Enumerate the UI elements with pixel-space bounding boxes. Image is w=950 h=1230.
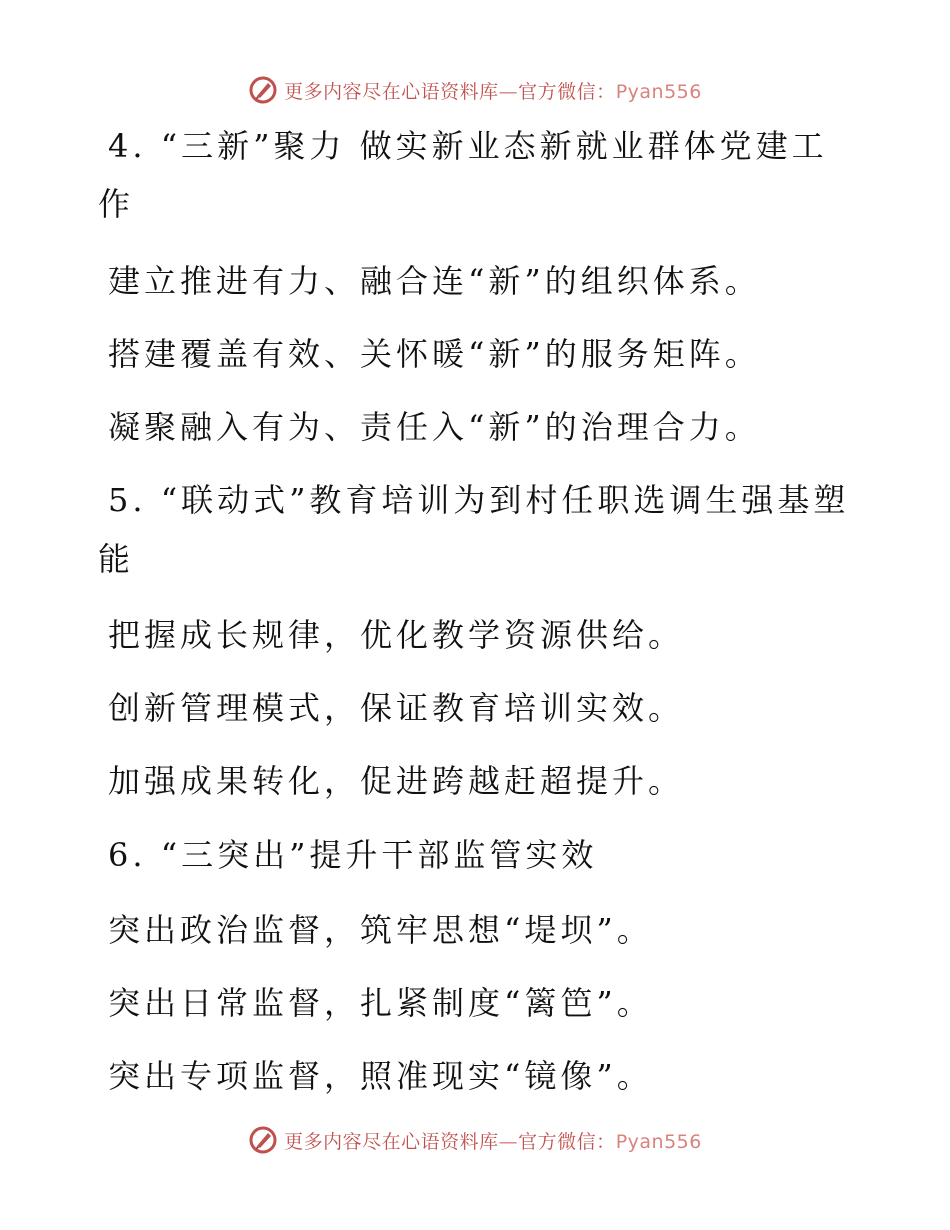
watermark-tail: 官方微信： <box>518 1130 616 1153</box>
section4-point-1: 建立推进有力、融合连“新”的组织体系。 <box>108 262 761 300</box>
section5-point-2: 创新管理模式，保证教育培训实效。 <box>108 689 685 727</box>
section5-heading-line2: 能 <box>98 540 135 578</box>
section6-heading: 6. “三突出”提升干部监管实效 <box>108 836 598 874</box>
watermark-text <box>284 77 702 104</box>
section5-heading-line1: 5. “联动式”教育培训为到村任职选调生强基塑 <box>108 481 850 519</box>
section5-point-3: 加强成果转化，促进跨越赶超提升。 <box>108 762 685 800</box>
watermark-separator: — <box>498 1130 519 1153</box>
section6-point-2: 突出日常监督，扎紧制度“篱笆”。 <box>108 984 653 1022</box>
watermark-tail: 官方微信： <box>518 80 616 103</box>
watermark-main: 更多内容尽在心语资料库 <box>284 80 499 103</box>
section4-point-2: 搭建覆盖有效、关怀暖“新”的服务矩阵。 <box>108 335 761 373</box>
watermark-id: Pyan556 <box>615 80 702 103</box>
section4-heading-line2: 作 <box>98 185 135 223</box>
watermark-text <box>284 1127 702 1154</box>
section5-point-1: 把握成长规律，优化教学资源供给。 <box>108 616 685 654</box>
watermark-main: 更多内容尽在心语资料库 <box>284 1130 499 1153</box>
section6-point-3: 突出专项监督，照准现实“镜像”。 <box>108 1057 653 1095</box>
pen-logo-icon <box>248 75 278 105</box>
watermark-header <box>0 72 950 108</box>
watermark-separator: — <box>498 80 519 103</box>
section4-point-3: 凝聚融入有为、责任入“新”的治理合力。 <box>108 408 761 446</box>
watermark-footer <box>0 1122 950 1158</box>
section6-point-1: 突出政治监督，筑牢思想“堤坝”。 <box>108 911 653 949</box>
watermark-id: Pyan556 <box>615 1130 702 1153</box>
section4-heading-line1: 4. “三新”聚力 做实新业态新就业群体党建工 <box>108 127 828 165</box>
pen-logo-icon <box>248 1125 278 1155</box>
